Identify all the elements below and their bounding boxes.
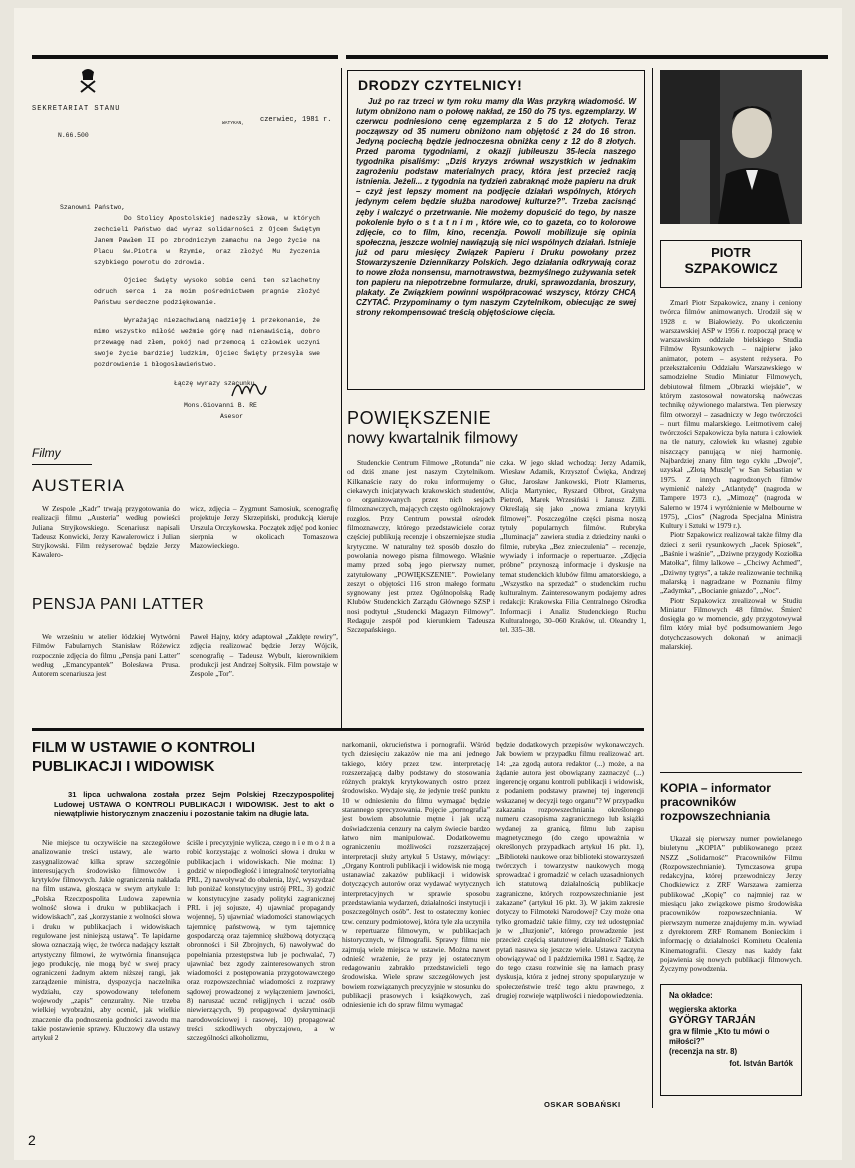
letter-title: Asesor: [220, 413, 244, 420]
kopia-text: Ukazał się pierwszy numer powielanego biuletynu „KOPIA” publikowanego przez NSZZ „Solidarność” Pracowników Filmu (Rozpowszechnianie). Tymczasowa grupa redakcyjna, której przewodniczy Jerzy Chodkiewicz z ZRF Warszawa zamierza publikować „Kopię” co najmniej raz w miesiącu jako związkowe pismo środowiska pracowników rozpowszechniania. W pierwszym numerze znajdujemy m.in. wywiad z dyrektorem ZRF Romanem Bonieckim i informację o działalności Komitetu Ocalenia Kinematografii. Cieszy nas każdy fakt pojawienia się nowych publikacji filmowych. Życzymy powodzenia.: [660, 834, 802, 974]
drodzy-headline: DRODZY CZYTELNICY!: [358, 77, 523, 93]
section-label: Filmy: [32, 446, 61, 460]
ustawa-lead: 31 lipca uchwalona została przez Sejm Polskiej Rzeczypospolitej Ludowej USTAWA O KONTROLI PUBLIKACJI I WIDOWISK. Jest to akt o niewątpliwie historycznym znaczeniu i pozostanie takim na długie lata.: [54, 790, 334, 818]
letter-ref: N.66.500: [58, 132, 89, 139]
letter-header: SEKRETARIAT STANU: [32, 105, 121, 113]
ustawa-text: narkomanii, okrucieństwa i pornografii. Wśród tych dziesięciu zakazów nie ma ani jednego takiego, który przez tzw. interpretację rozszerzającą dałby podstawy do stosowania różnych praktyk krytykowanych ostro przez środowisko. Wydaje się, że jedynie treść punktu 10 w odniesieniu do filmu wymagać będzie starannego sprecyzowania. Pojęcie „pornografia” jest bowiem absolutnie mętne i jak uczą doświadczenia cenzury na całym świecie bardzo łatwo nim manipulować. Dodatkowemu ograniczeniu możliwości rozszerzającej interpretacji służy artykuł 5 Ustawy, mówiący: „Organy Kontroli publikacji i widowisk nie mogą ustanawiać zakazów publikacji i widowisk dotyczących autorów oraz wydawać wytycznych interpretacyjnych w sprawie sposobu przedstawiania wydarzeń, działalności instytucji i poszczególnych osób”. Jest to ostateczny koniec tzw. cenzury podmiotowej, która tyle zła uczyniła w repertuarze filmowym, w publikacjach historycznych, w filmografii. Sprawy filmu nie zajmują wiele miejsca w ustawie. Można nawet odnieść wrażenie, że przy jej ostatecznym redagowaniu zabrakło przedstawicieli tego środowiska. Wiele spraw szczegółowych jest bowiem rozwiązanych precyzyjnie w stosunku do publikacji prasowych i książkowych, zaś odniesienie ich do spraw filmu wymagać: [342, 740, 490, 1010]
ustawa-author: OSKAR SOBAŃSKI: [544, 1100, 621, 1109]
cover-line2: gra w filmie „Kto tu mówi o miłości?”: [669, 1027, 770, 1046]
top-rule-left: [32, 55, 338, 59]
letter-place: WATYKAN,: [222, 121, 245, 126]
cover-credit: fot. István Bartók: [729, 1059, 793, 1068]
powiekszenie-col1: [347, 458, 495, 635]
ustawa-col1: [32, 838, 180, 1043]
magazine-page: [14, 8, 842, 1160]
austeria-col2: [190, 504, 338, 550]
ustawa-text: ściśle i precyzyjnie wylicza, czego n i e m o ż n a robić korzystając z wolności słowa i druku w publikacjach i widowiskach. Nie można: 1) godzić w niepodległość i integralność terytorialną PRL, 2) nawoływać do obalenia, lżyć, wyszydzać lub poniżać konstytucyjny ustrój PRL, 3) godzić w konstytucyjne zasady polityki zagranicznej PRL i jej sojusze, 4) ujawniać propagandy wojennej, 5) ujawniać wiadomości stanowiących tajemnicę państwową, w tym tajemnicę gospodarczą oraz tajemnicę służbową dotyczącą obronności i Sił Zbrojnych, 6) nawoływać do popełniania przestępstwa lub je pochwalać, 7) ujawniać bez zgody zainteresowanych stron wiadomości z postępowania przygotowawczego oraz rozpowszechniać wiadomości z rozprawy sądowej prowadzonej z wyłączeniem jawności, 8) naruszać uczuć religijnych i uczuć osób niewierzących, 9) propagować dyskryminacji narodowościowej i rasowej, 10) propagować treści szkodliwych obyczajowo, a w szczególności alkoholizmu,: [187, 838, 335, 1043]
kopia-headline: KOPIA – informator pracowników rozpowszechniania: [660, 781, 771, 823]
letter-body: [94, 213, 320, 370]
szpakowicz-text: Zmarł Piotr Szpakowicz, znany i ceniony twórca filmów animowanych. Urodził się w 1928 r. w Białowieży. Po ukończeniu warszawskiej ASP w 1956 r. rozpoczął pracę w warszawskim oddziale bielskiego Studia Filmów Rysunkowych – najpierw jako animator, potem – asystent reżysera. Po przekształceniu Oddziału Warszawskiego w samodzielne Studio Miniatur Filmowych, debiutował filmem „Obrazki wiejskie”, w którym zastosował nowatorską naówczas technikę ożywionego malarstwa. Ten pierwszy film otworzył – zasadniczy w Jego twórczości – nurt filmu malarskiego. Leitmotivem całej twórczości Szpakowicza była natura i człowiek na tle natury, człowiek ku własnej zgubie niszczący panującą w niej harmonię. Najbardziej znany film tego cyklu „Dwoje”, uzyskał „Złotą Muszlę” w San Sebastian w 1975. Z innych nagrodzonych filmów wymienić należy „Atlantydę” (nagroda w Tampere 1973 r.), „Mimozę” (nagroda w Salerno w 1974 i wyróżnienie w Melbourne w 1975), „Cios” (Nagroda Specjalna Ministra Kultury i Sztuki w 1979 r.).: [660, 298, 802, 531]
powiekszenie-text: Studenckie Centrum Filmowe „Rotunda” nie od dziś znane jest naszym Czytelnikom. Kilkanaście razy do roku informujemy o ciekawych inicjatywach krakowskich studentów, o organizowanych przez nich sesjach filmoznawczych, mających często ogólnokrajowy rozgłos. Przy Centrum powstał ośrodek filmoznawczy, którego przedstawiciele coraz częściej publikują recenzje i obszerniejsze studia krytyczne. W naturalny też sposób doszło do powołania nowego pisma filmowego. Właśnie mamy przed sobą jego pierwszy numer, zatytułowany „POWIĘKSZENIE”. Powielany zeszyt o objętości 116 stron małego formatu sygnowany jest przez Ogólnopolską Radę Klubów Studenckich Zarządu Głównego SZSP i nosi podtytuł „Studencki Magazyn Filmowy”. Redaguje zespół pod kierunkiem Tadeusza Szczepańskiego.: [347, 458, 495, 635]
pensja-text: We wrześniu w atelier łódzkiej Wytwórni Filmów Fabularnych Stanisław Różewicz rozpocznie zdjęcia do filmu „Pensja pani Latter” według „Emancypantek” Bolesława Prusa. Autorem scenariusza jest: [32, 632, 180, 679]
letter-date: czerwiec, 1981 r.: [260, 116, 332, 124]
papal-emblem: [58, 68, 118, 99]
kopia-body: [660, 834, 802, 973]
powiekszenie-col2: [500, 458, 646, 635]
szpakowicz-body: [660, 298, 802, 651]
ustawa-text: będzie dodatkowych przepisów wykonawczych. Jak bowiem w przypadku filmu realizować art. 14: „za zgodą autora redaktor (...) może, a na żądanie autora jest obowiązany zaznaczyć (...) ingerencję organu kontroli publikacji i widowisk, z podaniem podstawy prawnej tej ingerencji wskazanej w decyzji tego organu”? W przypadku zakazania rozpowszechniania określonego numeru czasopisma zagranicznego lub książki wydanej za granicą, filmu lub zapisu magnetycznego (do czego upoważnia w określonych przypadkach artykuł 16 pkt. 1), „Biblioteki naukowe oraz biblioteki stowarzyszeń twórczych i towarzystw naukowych mogą sprowadzać i gromadzić w celach uzasadnionych ich statutową działalnością publikacje zagraniczne, których rozpowszechnianie jest zakazane” (artykuł 16 pkt. 3). W jakim zakresie dotyczy to Filmoteki Narodowej? Czy może ona tylko gromadzić takie filmy, czy też udostępniać je w „Iluzjonie”, którego prowadzenie jest przecież częścią statutowej działalności? Takich pytań nasuwa się jeszcze wiele. Ustawa zaczyna obowiązywać od 1 października 1981 r. Sądzę, że do tego czasu rozwinie się na łamach prasy dyskusja, która z jednej strony spopularyzuje w społeczeństwie treść tego aktu prawnego, z drugiej rozwieje wątpliwości i niedopowiedzenia.: [496, 740, 644, 1001]
column-rule: [341, 68, 342, 728]
cover-line3: (recenzja na str. 8): [669, 1047, 738, 1056]
ustawa-col4: [496, 740, 644, 1000]
drodzy-body: Już po raz trzeci w tym roku mamy dla Was przykrą wiadomość. W lutym obniżono nam o połowę nakład, ze 150 do 75 tys. egzemplarzy. W czerwcu podniesiono cenę egzemplarza z 5 do 12 złotych. Teraz począwszy od 35 numeru obniżono nam objętość z 24 do 16 stron. Jedyną pociechą będzie jednoczesna obniżka ceny z 12 do 8 złotych. Przed paroma tygodniami, z okazji jubileuszu 35-lecia naszego tygodnika pisaliśmy: „Dziś kryzys zrównał wszystkich w jednakim zagrożeniu podstaw materialnych pracy, która jest przecież racją istnienia. Jeżeli... z tygodnia na tydzień zabraknąć może papieru na druk – czyż jest lepszy moment na podjęcie działań wspólnych, których jedynym celem będzie służba narodowej kulturze?”. Trzeba zacisnąć zęby i walczyć o przetrwanie. Nie możemy dopuścić do tego, by nasze pokolenie było o s t a t n i m , które wie, co to gazeta, co to kolorowe zdjęcie, co to film, kino, recenzja. Powoli mobilizuje się opinia społeczna, jeszcze wolniej nawiązują się nici wspólnych działań. Istnieje już od paru miesięcy Związek Papieru i Druku powołany przez Stowarzyszenie Dziennikarzy Polskich. Jego działania odkrywają coraz to nowe złoża nonsensu, marnotrawstwa, bezmyślnego zużywania setek ton papieru na niepotrzebne formularze, druki, sprawozdania, broszury, plakaty. Ze Związkiem powinni współpracować wszyscy, którzy CHCĄ CZYTAĆ. Przypominamy o tym naszym Czytelnikom, obiecując ze swej strony rekompensować treścią objętościowe cięcia.: [356, 97, 636, 317]
letter-signature: Mons.Giovanni B. RE: [184, 402, 257, 409]
cover-line1: węgierska aktorka: [669, 1005, 737, 1014]
cover-name: GYÖRGY TARJÁN: [669, 1015, 756, 1026]
szpakowicz-text: Piotr Szpakowicz realizował także filmy dla dzieci z serii rysunkowych „Jacek Spiosek”, „Baśnie i waśnie”, „Dziwne przygody Koziołka Matołka”, filmy lalkowe – „Chciwy Achmed”, „Dziwny tygrys”, a także realizowanie techniką malarską i nagradzane w Poznaniu filmy „Zadymka”, „Bocianie gniazdo”, „Noc”.: [660, 530, 802, 596]
ustawa-col2: [187, 838, 335, 1043]
page-number: 2: [28, 1132, 36, 1148]
letter-paragraph: Ojciec Święty wysoko sobie ceni ten szlachetny odruch serca i za moim pośrednictwem pragnie złożyć Państwu serdeczne podziękowanie.: [94, 277, 320, 306]
cover-box: [660, 984, 802, 1096]
ustawa-top-rule: [32, 728, 644, 731]
drodzy-box: [347, 70, 645, 390]
portrait-image: [660, 70, 802, 224]
letter-closing: Łączę wyrazy szacunku: [174, 380, 255, 387]
powiekszenie-subhead: nowy kwartalnik filmowy: [347, 430, 518, 447]
kopia-rule: [660, 772, 802, 773]
ustawa-text: Nie miejsce tu oczywiście na szczegółowe analizowanie treści ustawy, ale warto zasygnalizować kilka spraw szczególnie interesujących środowisko filmowców i krytyków filmowych. Jakie ograniczenia nakłada na film ustawa, głosząca w swym artykule 1: „Polska Rzeczpospolita Ludowa zapewnia wolność słowa i druku w publikacjach i widowiskach”, zaś „korzystanie z wolności słowa i druku w publikacjach i widowiskach regulowane jest niniejszą ustawą”. Te lapidarne słowa oznaczają więc, że twórca nadający kształt artystyczny filmowi, że wytwórnia finansująca jego produkcję, nie mogą być w swej pracy ograniczeni żadnym aktem niższej rangi, jak zarządzenie ministra, dyspozycja naczelnika wydziału, czy spowodowany telefonem wojewody „zapis” cenzuralny. Nie trzeba wielkiej wyobraźni, aby ocenić, jak wielkie znaczenie dla podnoszenia godności zawodu ma takie postawienie sprawy. Kluczowy dla ustawy artykuł 2: [32, 838, 180, 1043]
letter-paragraph: Wyrażając niezachwianą nadzieję i przekonanie, że mimo wszystko miłość weźmie górę nad nienawiścią, dobro przewagę nad złem, pokój nad przemocą i człowiek uczyni swoje życie bardziej ludzkim, Ojciec Święty przesyła swe pozdrowienie i błogosławieństwo.: [94, 317, 320, 368]
letter-paragraph: Do Stolicy Apostolskiej nadeszły słowa, w których zechcieli Państwo dać wyraz solidarności z Ojcem Świętym Janem Pawłem II po zbrodniczym zamachu na Jego życie na Placu św.Piotra w Rzymie, oraz złożyć Mu życzenia szybkiego powrotu do zdrowia.: [94, 215, 320, 266]
austeria-col1: [32, 504, 180, 560]
pensja-col2: [190, 632, 338, 678]
top-rule-right: [346, 55, 828, 59]
pensja-text: Paweł Hajny, który adaptował „Zaklęte rewiry”, zdjęcia realizować będzie Jerzy Wójcik, scenografię – Tadeusz Wybult, kierownikiem produkcji jest Andrzej Sołtysik. Film powstaje w Zespole „Tor”.: [190, 632, 338, 679]
szpakowicz-photo: [660, 70, 802, 224]
cover-label: Na okładce:: [669, 991, 713, 1000]
szpakowicz-namebox: [660, 240, 802, 288]
section-rule: [32, 464, 92, 465]
letter-salutation: Szanowni Państwo,: [60, 204, 126, 211]
right-column-rule: [652, 68, 653, 1108]
powiekszenie-text: czka. W jego skład wchodzą: Jerzy Adamik, Wiesław Adamik, Krzysztof Ćwięka, Andrzej Głuc, Jarosław Jankowski, Piotr Kłamerus, Alicja Martyniec, Ryszard Olbrot, Grażyna Pietroń, Marek Wrzesiński i Janusz Zilli. Określają się jako „nowa zmiana krytyki filmowej”. Poszczególne części pisma noszą tytuły popularnych filmów. Rubryka „Iluminacja” zawiera studia z dziedziny nauki o filmie, rubryka „Bez znieczulenia” – recenzje, wywiady i informacje o repertuarze. „Zdjęcia próbne” przynoszą informacje i dyskusje na temat studenckich klubów filmu amatorskiego, a „Wszystko na sprzedaż” o studenckim ruchu kulturalnym. Zainteresowanym podajemy adres redakcji: Krakowska Filia Centralnego Ośrodka Informacji i Analiz Studenckiego Ruchu Kulturalnego, 30–060 Kraków, ul. Oleandry 1, tel. 335–38.: [500, 458, 646, 635]
pensja-headline: PENSJA PANI LATTER: [32, 596, 205, 613]
pensja-col1: [32, 632, 180, 678]
szpakowicz-name1: PIOTR: [711, 245, 751, 260]
austeria-headline: AUSTERIA: [32, 476, 126, 495]
szpakowicz-text: Piotr Szpakowicz zrealizował w Studiu Miniatur Filmowych 48 filmów. Śmierć dosięgła go w momencie, gdy przygotowywał film który miał być podsumowaniem Jego dotychczasowych dokonań w animacji malarskiej.: [660, 595, 802, 651]
austeria-text: W Zespole „Kadr” trwają przygotowania do realizacji filmu „Austeria” według powieści Juliana Stryjkowskiego. Scenariusz napisali Tadeusz Konwicki, Jerzy Kawalerowicz i Julian Stryjkowski. Film reżyserować będzie Jerzy Kawalero-: [32, 504, 180, 560]
powiekszenie-headline: POWIĘKSZENIE: [347, 408, 492, 428]
papal-keys-icon: [76, 68, 100, 94]
austeria-text: wicz, zdjęcia – Zygmunt Samosiuk, scenografię projektuje Jerzy Skrzepiński, produkcją kieruje Urszula Orczykowska. Początek zdjęć pod koniec sierpnia w okolicach Tomaszowa Mazowieckiego.: [190, 504, 338, 551]
szpakowicz-name2: SZPAKOWICZ: [684, 260, 778, 276]
ustawa-col3: [342, 740, 490, 1010]
ustawa-headline: FILM W USTAWIE O KONTROLI PUBLIKACJI I WIDOWISK: [32, 739, 256, 775]
